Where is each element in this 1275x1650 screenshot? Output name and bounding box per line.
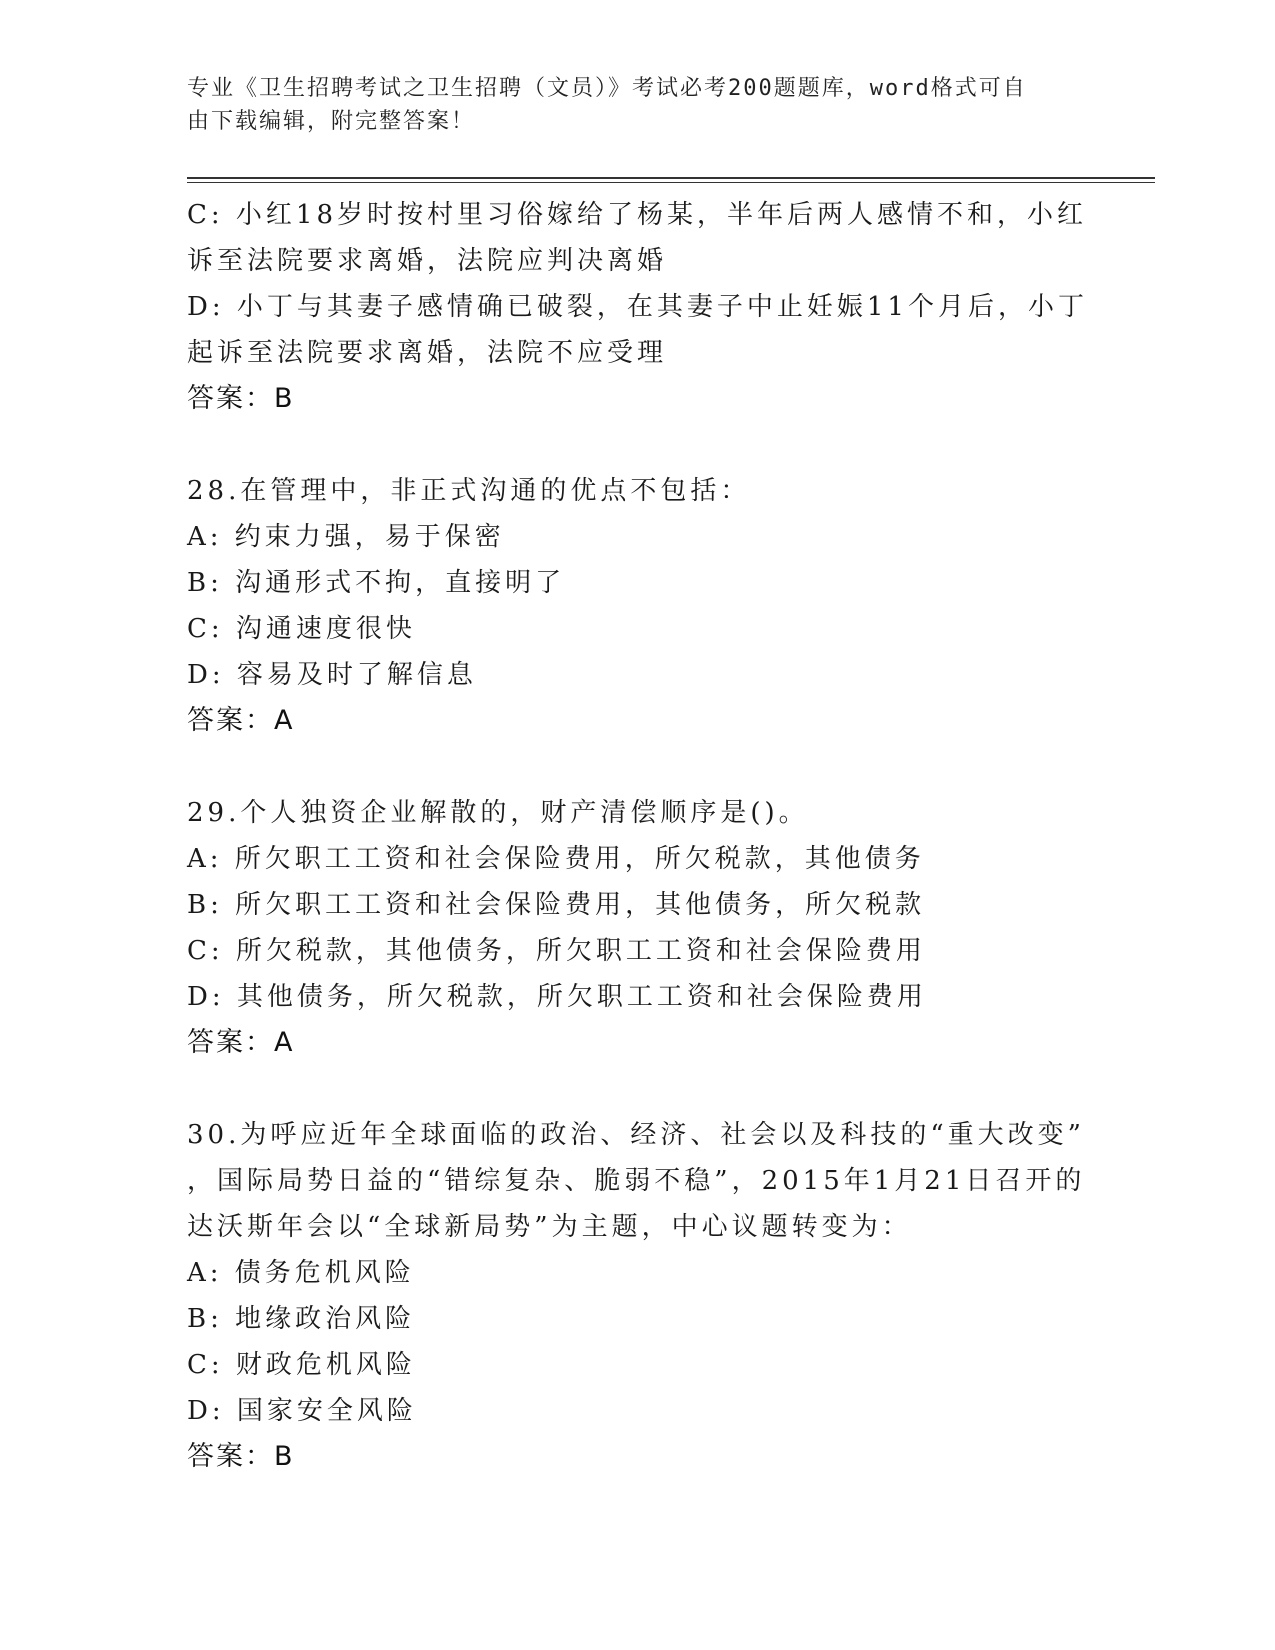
option-c: C: 沟通速度很快 bbox=[187, 614, 416, 644]
option-a: A: 所欠职工工资和社会保险费用，所欠税款，其他债务 bbox=[187, 844, 925, 874]
question-27-continued bbox=[187, 192, 1087, 422]
question-29 bbox=[187, 790, 1087, 1066]
answer-line: 答案：B bbox=[187, 383, 295, 414]
option-b: B: 沟通形式不拘，直接明了 bbox=[187, 568, 566, 598]
question-list bbox=[187, 192, 1087, 1480]
document-header bbox=[187, 72, 1087, 138]
option-a: A: 约束力强，易于保密 bbox=[187, 522, 505, 552]
question-spacer bbox=[187, 422, 1087, 468]
question-30 bbox=[187, 1112, 1087, 1480]
answer-line: 答案：A bbox=[187, 1027, 295, 1058]
header-line-2: 由下载编辑，附完整答案！ bbox=[187, 109, 476, 134]
header-divider-thin bbox=[187, 182, 1155, 183]
question-spacer bbox=[187, 1066, 1087, 1112]
option-c-line-2: 诉至法院要求离婚，法院应判决离婚 bbox=[187, 246, 668, 276]
header-line-1: 专业《卫生招聘考试之卫生招聘（文员）》考试必考200题题库，word格式可自 bbox=[187, 76, 1027, 101]
question-28 bbox=[187, 468, 1087, 744]
option-c: C: 财政危机风险 bbox=[187, 1350, 416, 1380]
question-spacer bbox=[187, 744, 1087, 790]
question-stem: 29.个人独资企业解散的，财产清偿顺序是()。 bbox=[187, 798, 809, 828]
option-d: D: 国家安全风险 bbox=[187, 1396, 417, 1426]
option-d-line-2: 起诉至法院要求离婚，法院不应受理 bbox=[187, 338, 668, 368]
option-d: D: 其他债务，所欠税款，所欠职工工资和社会保险费用 bbox=[187, 982, 927, 1012]
option-c-line-1: C: 小红18岁时按村里习俗嫁给了杨某，半年后两人感情不和，小红 bbox=[187, 200, 1088, 230]
question-stem-line-2: ，国际局势日益的“错综复杂、脆弱不稳”，2015年1月21日召开的 bbox=[187, 1166, 1086, 1196]
option-b: B: 地缘政治风险 bbox=[187, 1304, 416, 1334]
option-a: A: 债务危机风险 bbox=[187, 1258, 415, 1288]
question-stem: 28.在管理中，非正式沟通的优点不包括： bbox=[187, 476, 751, 506]
question-stem-line-1: 30.为呼应近年全球面临的政治、经济、社会以及科技的“重大改变” bbox=[187, 1120, 1085, 1150]
option-c: C: 所欠税款，其他债务，所欠职工工资和社会保险费用 bbox=[187, 936, 926, 966]
option-d: D: 容易及时了解信息 bbox=[187, 660, 477, 690]
option-b: B: 所欠职工工资和社会保险费用，其他债务，所欠税款 bbox=[187, 890, 926, 920]
header-divider-thick bbox=[187, 177, 1155, 179]
question-stem-line-3: 达沃斯年会以“全球新局势”为主题，中心议题转变为： bbox=[187, 1212, 912, 1242]
option-d-line-1: D: 小丁与其妻子感情确已破裂，在其妻子中止妊娠11个月后，小丁 bbox=[187, 292, 1088, 322]
answer-line: 答案：A bbox=[187, 705, 295, 736]
answer-line: 答案：B bbox=[187, 1441, 295, 1472]
